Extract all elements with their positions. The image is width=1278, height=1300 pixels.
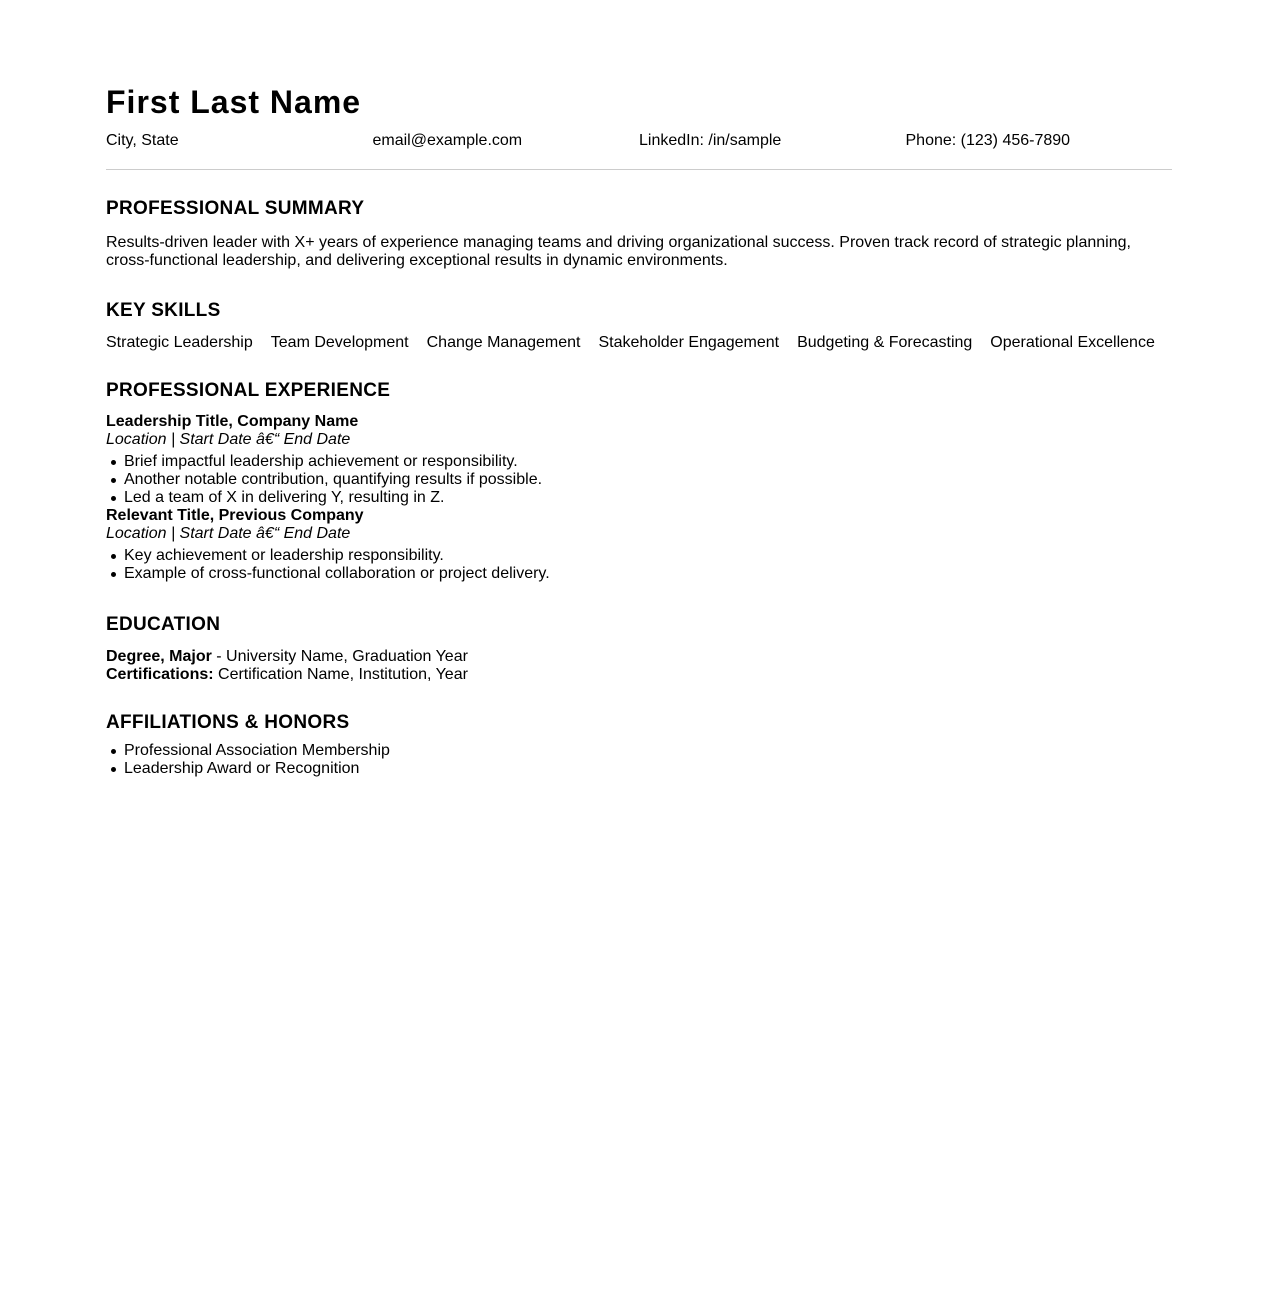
job-title: Relevant Title, Previous Company [106,507,364,524]
skill-item: Budgeting & Forecasting [797,334,973,351]
skill-item: Operational Excellence [990,334,1155,351]
affiliations-heading: AFFILIATIONS & HONORS [106,712,350,733]
experience-heading: PROFESSIONAL EXPERIENCE [106,380,391,401]
job-meta: Location | Start Date â€“ End Date [106,431,351,448]
skill-item: Change Management [426,334,581,351]
job-meta: Location | Start Date â€“ End Date [106,525,351,542]
list-item: Another notable contribution, quantifying results if possible. [124,471,550,489]
candidate-name: First Last Name [106,84,362,120]
contact-linkedin: LinkedIn: /in/sample [639,132,782,149]
job-entry [106,413,550,507]
education-body [106,648,468,684]
job-bullets [106,453,550,507]
job-entry [106,507,550,583]
certification-detail: Certification Name, Institution, Year [213,666,468,683]
affiliations-body [106,742,390,778]
list-item: Brief impactful leadership achievement or responsibility. [124,453,550,471]
education-heading: EDUCATION [106,614,221,635]
header-divider [106,169,1172,170]
affiliations-list [106,742,390,778]
skill-item: Strategic Leadership [106,334,253,351]
education-section [106,614,1172,683]
job-title: Leadership Title, Company Name [106,413,359,430]
job-bullets [106,547,550,583]
list-item: Professional Association Membership [124,742,390,759]
skill-item: Team Development [270,334,409,351]
contact-location: City, State [106,132,179,149]
skills-heading: KEY SKILLS [106,300,221,321]
summary-text: Results-driven leader with X+ years of experience managing teams and driving organizational success. Proven track record of strategic planning, cross-functional leadership, and delivering exceptional results in dynamic environments. [106,234,1131,269]
skill-item: Stakeholder Engagement [598,334,780,351]
contact-email: email@example.com [372,132,523,149]
skills-list [106,334,1173,352]
certification-label: Certifications: [106,666,214,683]
certification-line [106,666,468,684]
experience-list [106,413,550,583]
skills-section [106,300,1172,351]
degree-label: Degree, Major [106,648,212,665]
list-item: Leadership Award or Recognition [124,760,390,778]
degree-line [106,648,468,666]
contact-phone: Phone: (123) 456-7890 [905,132,1071,149]
degree-detail: - University Name, Graduation Year [211,648,468,665]
contact-row [106,132,1172,150]
summary-heading: PROFESSIONAL SUMMARY [106,198,365,219]
list-item: Key achievement or leadership responsibility. [124,547,550,565]
affiliations-section [106,712,1172,777]
list-item: Led a team of X in delivering Y, resulting in Z. [124,489,550,507]
list-item: Example of cross-functional collaboration or project delivery. [124,565,550,582]
summary-section [106,198,1172,269]
experience-section [106,380,1172,582]
